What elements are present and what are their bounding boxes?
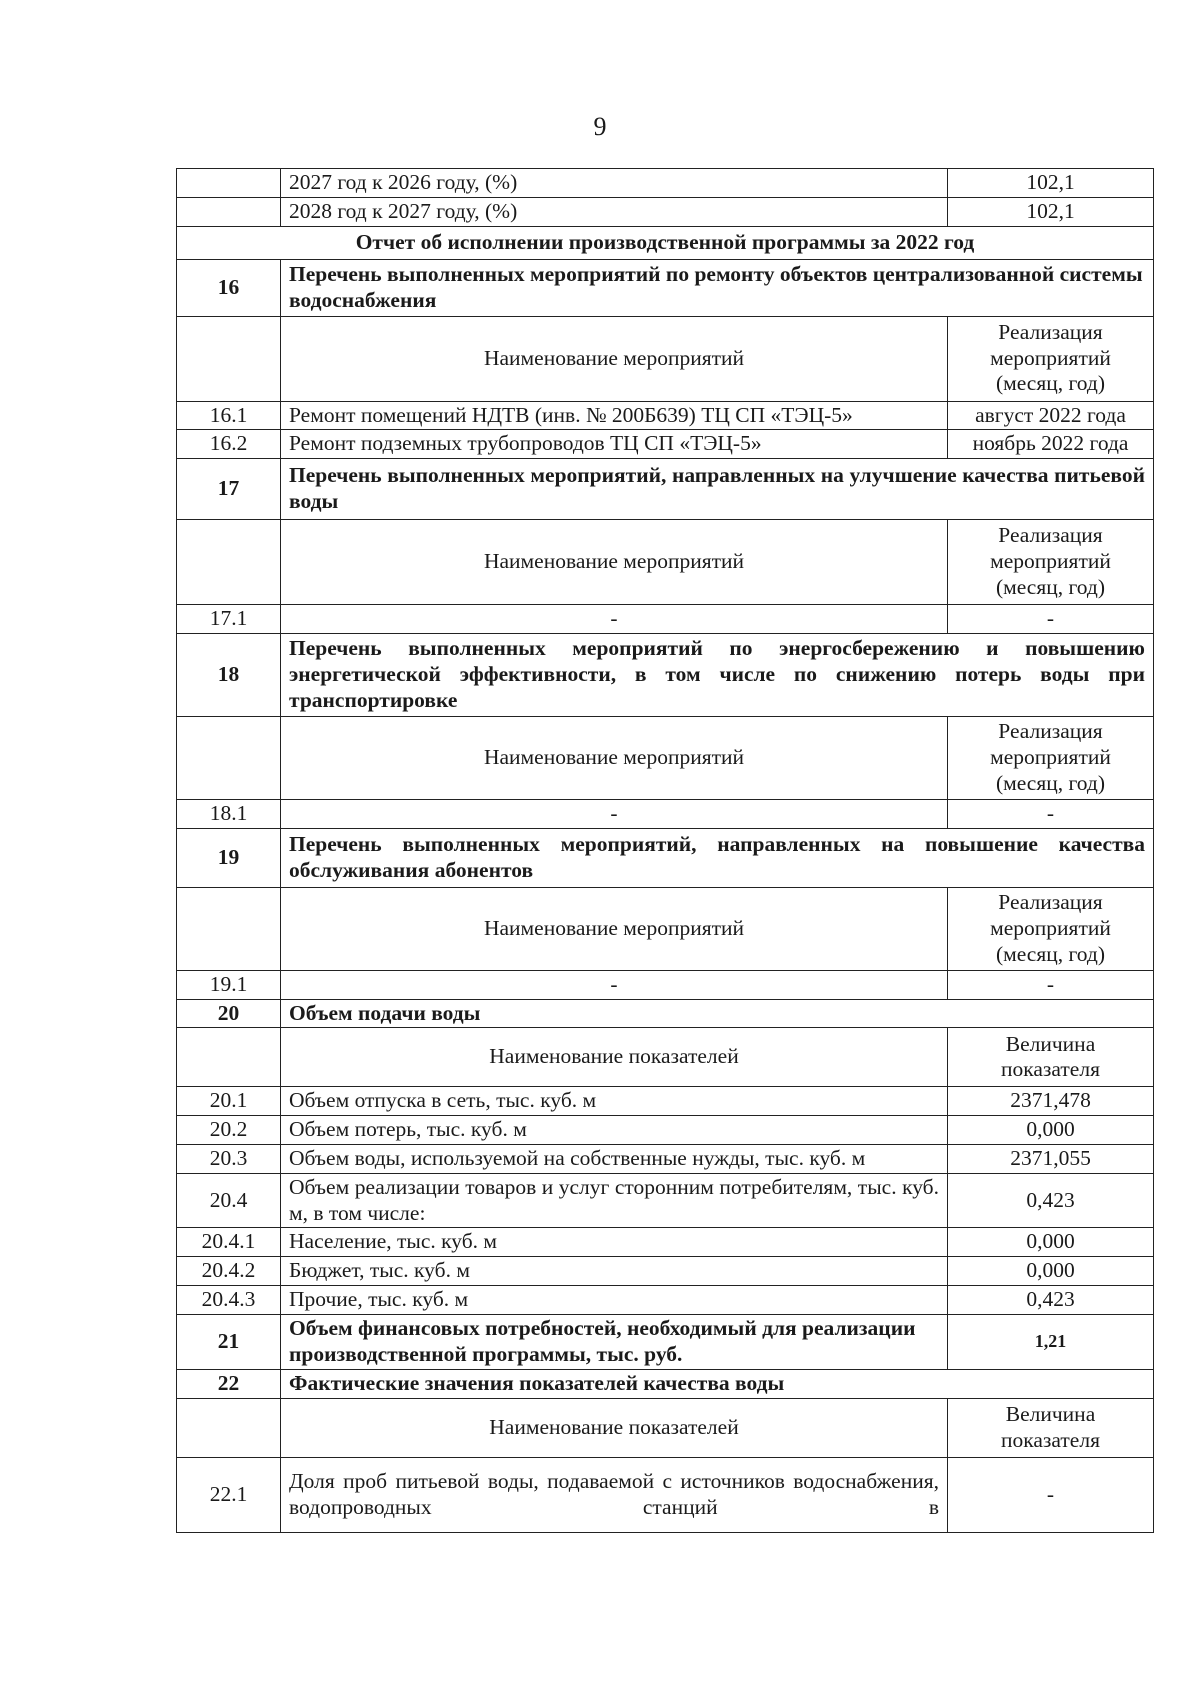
section-header-22 [177, 1369, 1154, 1398]
indicator-value: - [948, 1457, 1154, 1532]
event-name: - [281, 799, 948, 828]
row-label: 2027 год к 2026 году, (%) [281, 169, 948, 198]
table-row [177, 401, 1154, 430]
event-date: - [948, 970, 1154, 999]
table-row [177, 1144, 1154, 1173]
row-number: 20.2 [177, 1116, 281, 1145]
column-header-row [177, 1028, 1154, 1087]
indicator-name: Объем потерь, тыс. куб. м [281, 1116, 948, 1145]
column-header-row [177, 316, 1154, 401]
row-number: 20.3 [177, 1144, 281, 1173]
events-column-header: Наименование мероприятий [281, 520, 948, 605]
section-title: Перечень выполненных мероприятий, направленных на улучшение качества питьевой воды [281, 459, 1154, 520]
events-column-header: Наименование мероприятий [281, 716, 948, 799]
event-name: - [281, 605, 948, 634]
section-number: 21 [177, 1314, 281, 1369]
realization-column-header: Реализация мероприятий (месяц, год) [948, 716, 1154, 799]
indicators-column-header: Наименование показателей [281, 1028, 948, 1087]
event-date: ноябрь 2022 года [948, 430, 1154, 459]
indicator-name: Объем реализации товаров и услуг сторонним потребителям, тыс. куб. м, в том числе: [281, 1173, 948, 1228]
realization-column-header: Реализация мероприятий (месяц, год) [948, 887, 1154, 970]
value-column-header: Величина показателя [948, 1398, 1154, 1457]
section-number: 19 [177, 828, 281, 887]
indicator-name: Прочие, тыс. куб. м [281, 1285, 948, 1314]
section-header-16 [177, 259, 1154, 316]
table-row [177, 970, 1154, 999]
indicator-name: Объем воды, используемой на собственные нужды, тыс. куб. м [281, 1144, 948, 1173]
event-name: - [281, 970, 948, 999]
table-row [177, 1087, 1154, 1116]
indicators-column-header: Наименование показателей [281, 1398, 948, 1457]
row-number: 19.1 [177, 970, 281, 999]
row-number: 20.4.3 [177, 1285, 281, 1314]
event-date: - [948, 605, 1154, 634]
column-header-row [177, 1398, 1154, 1457]
indicator-value: 2371,478 [948, 1087, 1154, 1116]
indicator-name: Бюджет, тыс. куб. м [281, 1257, 948, 1286]
column-header-row [177, 887, 1154, 970]
row-number: 16.1 [177, 401, 281, 430]
indicator-value: 2371,055 [948, 1144, 1154, 1173]
indicator-value: 0,000 [948, 1228, 1154, 1257]
table-row [177, 1457, 1154, 1532]
section-header-21 [177, 1314, 1154, 1369]
value-column-header: Величина показателя [948, 1028, 1154, 1087]
table-row [177, 1285, 1154, 1314]
row-number: 20.4.2 [177, 1257, 281, 1286]
row-number: 20.1 [177, 1087, 281, 1116]
table-row [177, 430, 1154, 459]
row-number: 20.4.1 [177, 1228, 281, 1257]
realization-column-header: Реализация мероприятий (месяц, год) [948, 316, 1154, 401]
section-title: Фактические значения показателей качества воды [281, 1369, 1154, 1398]
row-number: 22.1 [177, 1457, 281, 1532]
table-row [177, 1228, 1154, 1257]
section-header-20 [177, 999, 1154, 1028]
row-number: 18.1 [177, 799, 281, 828]
table-row [177, 197, 1154, 226]
row-number: 17.1 [177, 605, 281, 634]
production-program-table [176, 168, 1154, 1533]
section-number: 22 [177, 1369, 281, 1398]
indicator-name: Объем отпуска в сеть, тыс. куб. м [281, 1087, 948, 1116]
realization-column-header: Реализация мероприятий (месяц, год) [948, 520, 1154, 605]
section-title: Перечень выполненных мероприятий по ремонту объектов централизованной системы водоснабжения [281, 259, 1154, 316]
indicator-value: 0,423 [948, 1285, 1154, 1314]
row-number: 16.2 [177, 430, 281, 459]
indicator-value: 0,000 [948, 1116, 1154, 1145]
table-row [177, 1173, 1154, 1228]
indicator-name: Доля проб питьевой воды, подаваемой с источников водоснабжения, водопроводных станций в [281, 1457, 948, 1532]
row-value: 102,1 [948, 197, 1154, 226]
section-title: Объем финансовых потребностей, необходимый для реализации производственной программы, тыс. руб. [281, 1314, 948, 1369]
table-row [177, 1257, 1154, 1286]
event-name: Ремонт подземных трубопроводов ТЦ СП «ТЭЦ-5» [281, 430, 948, 459]
section-title: Перечень выполненных мероприятий, направленных на повышение качества обслуживания абонентов [281, 828, 1154, 887]
section-header-19 [177, 828, 1154, 887]
report-title-row [177, 226, 1154, 259]
section-number: 20 [177, 999, 281, 1028]
events-column-header: Наименование мероприятий [281, 887, 948, 970]
table-row [177, 1116, 1154, 1145]
column-header-row [177, 520, 1154, 605]
event-name: Ремонт помещений НДТВ (инв. № 200Б639) ТЦ СП «ТЭЦ-5» [281, 401, 948, 430]
section-title: Перечень выполненных мероприятий по энергосбережению и повышению энергетической эффективности, в том числе по снижению потерь воды при транспортировке [281, 633, 1154, 716]
indicator-name: Население, тыс. куб. м [281, 1228, 948, 1257]
financial-value: 1,21 [948, 1314, 1154, 1369]
section-number: 16 [177, 259, 281, 316]
section-header-17 [177, 459, 1154, 520]
page-number: 9 [593, 112, 607, 141]
section-number: 18 [177, 633, 281, 716]
indicator-value: 0,000 [948, 1257, 1154, 1286]
section-header-18 [177, 633, 1154, 716]
event-date: - [948, 799, 1154, 828]
row-value: 102,1 [948, 169, 1154, 198]
table-row [177, 799, 1154, 828]
report-title: Отчет об исполнении производственной программы за 2022 год [177, 226, 1154, 259]
indicator-value: 0,423 [948, 1173, 1154, 1228]
row-number: 20.4 [177, 1173, 281, 1228]
section-title: Объем подачи воды [281, 999, 1154, 1028]
table-row [177, 605, 1154, 634]
column-header-row [177, 716, 1154, 799]
row-label: 2028 год к 2027 году, (%) [281, 197, 948, 226]
event-date: август 2022 года [948, 401, 1154, 430]
table-row [177, 169, 1154, 198]
section-number: 17 [177, 459, 281, 520]
events-column-header: Наименование мероприятий [281, 316, 948, 401]
